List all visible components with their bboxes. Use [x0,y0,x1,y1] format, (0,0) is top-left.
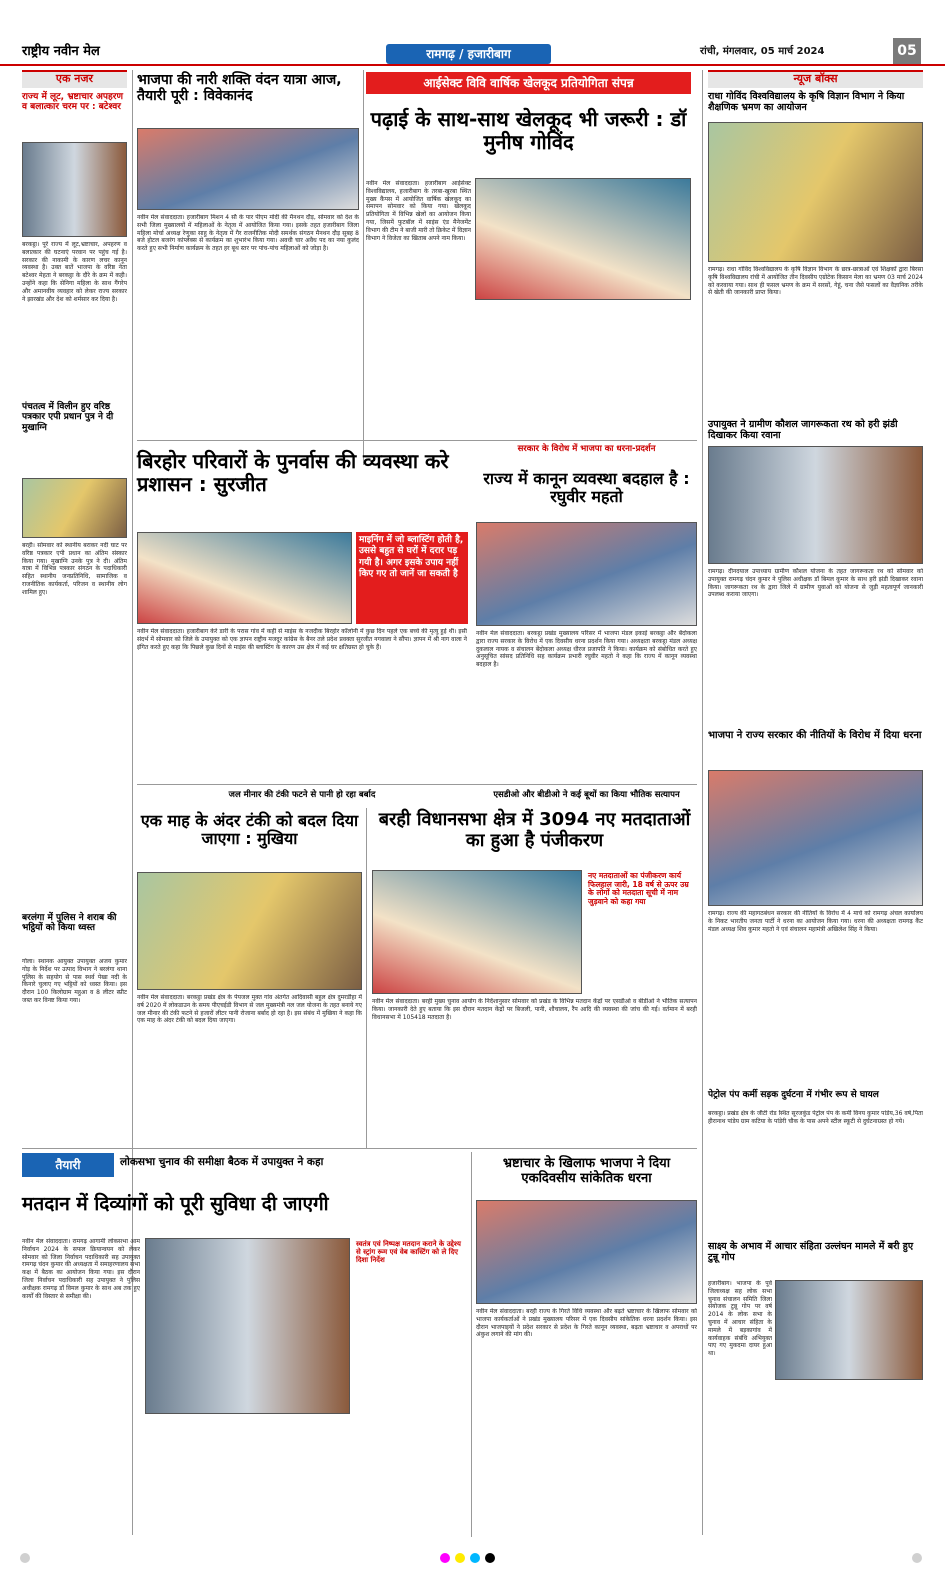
brief-headline: बरलंगा में पुलिस ने शराब की भट्ठियों को किया ध्वस्त [22,913,117,934]
story-body: नवीन मेल संवाददाता। हजारीबाग आईसेक्ट विश्वविद्यालय, हजारीबाग के तरबा-खुरबा स्थित मुख्य कैंपस में आयोजित वार्षिक खेलकूद का समापन सोमवार को किया गया। खेलकूद प्रतियोगिता में विभिन्न खेलों का आयोजन किया गया, जिसमें फुटबॉल में साइंस एंड मैनेजमेंट विभाग की टीम ने बाजी मारी तो क्रिकेट में विज्ञान विभाग ने विजेता का खिताब अपने नाम किया। [366,180,471,242]
newspaper-title: राष्ट्रीय नवीन मेल [22,44,100,59]
story-body: नवीन मेल संवाददाता। बरकट्ठा प्रखंड मुख्यालय परिसर में भाजपा मंडल इकाई बरकट्ठा और बेंदोकला द्वारा राज्य सरकार के विरोध में एक दिवसीय धरना प्रदर्शन किया गया। अध्यक्षता बरकट्ठा मंडल अध्यक्ष दुकलाल नायक व संचालन बेंदोकला अध्यक्ष धीरज प्रजापति ने किया। कार्यक्रम को संबोधित करते हुए अनुसूचित सांसद प्रतिनिधि सह कार्यक्रम प्रभारी रघुवीर महतो ने कहा कि राज्य में कानून व्यवस्था बदहाल है। [476,630,697,669]
story-kicker: जल मीनार की टंकी फटने से पानी हो रहा बर्बाद [228,790,376,800]
protest-photo [476,522,697,626]
issue-date: रांची, मंगलवार, 05 मार्च 2024 [700,46,825,57]
story-headline: बिरहोर परिवारों के पुनर्वास की व्यवस्था करे प्रशासन : सुरजीत [137,449,449,496]
news-box-body: रामगढ़। राधा गोविंद विश्वविद्यालय के कृषि विज्ञान विभाग के छात्र-छात्राओं एवं शिक्षकों द्वारा बिरसा कृषि विश्वविद्यालय रांची में आयोजित तीन दिवसीय एग्रोटेक किसान मेला का भ्रमण 03 मार्च 2024 को करवाया गया। साथ ही फसल भ्रमण के क्रम में सरसों, गेहूं, चना जैसे फसलों का वैज्ञानिक तरीके से खेती की जानकारी प्राप्त किया। [708,266,923,297]
pull-quote: माइनिंग में जो ब्लास्टिंग होती है, उससे बहुत से घरों में दरार पड़ गयी है। अगर इसके उपाय नहीं किए गए तो जानें जा सकती है [356,532,468,624]
meeting-photo [145,1238,350,1414]
news-box-body: बरकट्ठा। प्रखंड क्षेत्र के जीटी रोड स्थित सूरजकुंड पेट्रोल पंप के कर्मी विनय कुमार पांडेय,36 वर्ष,पिता हीरानाथ पांडेय ग्राम कटिया के पांडेरी चौक के पास अपने स्टील स्कूटी से दुर्घटनाग्रस्त हो गये। [708,1110,923,1125]
story-kicker: सरकार के विरोध में भाजपा का धरना-प्रदर्शन [517,444,656,454]
polling-booth-photo [372,870,582,994]
story-kicker: एसडीओ और बीडीओ ने कई बूथों का किया भौतिक सत्यापन [493,790,680,800]
section-rule [137,440,697,441]
sports-photo [475,178,691,300]
news-box-body: रामगढ़। राज्य की महागठबंधन सरकार की नीतियों के विरोध में 4 मार्च को रामगढ़ अंचल कार्यालय के निकट भारतीय जनता पार्टी ने धरना का आयोजन किया गया। धरना की अध्यक्षता रामगढ़ कैंट मंडल अध्यक्ष शिव कुमार महतो ने एवं संचालन महामंत्री अखिलेश सिंह ने किया। [708,910,923,933]
brief-headline: पंचतत्व में विलीन हुए वरिष्ठ पत्रकार एपी प्रधान पुत्र ने दी मुखाग्नि [22,402,114,433]
story-headline: भ्रष्टाचार के खिलाफ भाजपा ने दिया एकदिवसीय सांकेतिक धरना [502,1156,671,1186]
cremation-photo [22,478,127,538]
registration-dot [485,1553,495,1563]
column-rule [702,70,703,1535]
brief-body: गोला। स्थानक आयुक्त उपायुक्त अजय कुमार गोड़ के निर्देश पर उत्पाद विभाग ने बरलंगा थाना पुलिस के सहयोग से पास स्थर्व पेखा नदी के किनारे चुलाए गए भट्ठियों को ध्वस्त किया। इस दौरान 100 किलोग्राम महुआ व 8 लीटर स्प्रीट जब्त कर विनष्ट किया गया। [22,958,127,1004]
story-body: नवीन मेल संवाददाता। हजारीबाग मिशन 4 सौ के पार पीएम मोदी की मैनथन दौड़, सोमवार को देश के सभी जिला मुख्यालयों में महिलाओं के नेतृत्व में आयोजित किया गया। इसके तहत हजारीबाग जिला महिला मोर्चा अध्यक्ष रेणुका साहु के नेतृत्व में गैर राजनीतिक मोदी समर्थक संगठन मैनथन दौड़ सुबह 8 बजे होटल बजरंग कांप्लेक्स से कार्यक्रम का शुभारंभ किया गया। अवधी चार अवैध पद का नया कुलंद करते हुए सभी निर्माण कार्यक्रम के तहत हर बूथ स्तर पर पांच-पांच महिलाओं को जोड़ा है। [137,214,359,253]
story-body: नवीन मेल संवाददाता। रामगढ़ आगामी लोकसभा आम निर्वाचन 2024 के सफल क्रियान्वयन को लेकर सोमवार को जिला निर्वाचन पदाधिकारी सह उपायुक्त रामगढ़ चंदन कुमार की अध्यक्षता में समाहरणालय सभा कक्ष में बैठक का आयोजन किया गया। इस दौरान जिला निर्वाचन पदाधिकारी सह उपायुक्त ने पुलिस अधीक्षक रामगढ़ डॉ विमल कुमार के साथ अब तक हुए कार्यों की विस्तार से समीक्षा की। [22,1238,140,1300]
registration-dot [912,1553,922,1563]
brief-headline: राज्य में लूट, भ्रष्टाचार अपहरण व बलात्कार चरम पर : बटेश्वर [22,92,123,113]
story-headline: पढ़ाई के साथ-साथ खेलकूद भी जरूरी : डॉ मुनीष गोविंद [370,107,687,154]
registration-dot [455,1553,465,1563]
news-box-body: रामगढ़। दीनदयाल उपाध्याय ग्रामीण कौशल योजना के तहत जागरूकता रथ को सोमवार को उपायुक्त रामगढ़ चंदन कुमार ने पुलिस अधीक्षक डॉ बिमल कुमार के साथ हरी झंडी दिखाकर रवाना किया। जागरूकता रथ के द्वारा जिले में ग्रामीण युवाओं को योजना से जुड़ी महत्वपूर्ण जानकारी उपलब्ध कराया जाएगा। [708,568,923,599]
story-headline: बरही विधानसभा क्षेत्र में 3094 नए मतदाताओं का हुआ है पंजीकरण [378,809,691,851]
news-box-headline: राधा गोविंद विश्वविद्यालय के कृषि विज्ञान विभाग ने किया शैक्षणिक भ्रमण का आयोजन [708,91,905,113]
section-tag: तैयारी [22,1153,114,1177]
dharna-photo [708,770,923,906]
brief-body: बरकट्ठा। पूरे राज्य में लूट,भ्रष्टाचार, अपहरण व बलात्कार की घटनाएं परवान पर पहुंच गई है। सरकार की नाकामी के कारण लचर कानून व्यवस्था है। उक्त बातें भाजपा के वरिष्ठ नेता बटेश्वर मेहता ने बरकट्ठा के दौरे के क्रम में कही। उन्होंने कहा कि सेनिगा महिला के साथ गैंगरेप और अमानवीय व्यवहार को लेकर राज्य सरकार ने झारखंड और देश को शर्मसार कर दिया है। [22,241,127,303]
story-body: नवीन मेल संवाददाता। बरकट्ठा प्रखंड क्षेत्र के पेयजल मुक्त गांव अंतर्गत आदिवासी बहुल क्षेत्र दुमरडीहा में वर्ष 2020 में लोकडाउन के समय पीएचईडी विभाग से जल मुख्यमंत्री नल जल योजना के तहत बनाये गए जल मीनार की टंकी फटने से हजारों लीटर पानी रोजाना बर्बाद हो रहा है। इस संबंध में मुखिया ने कहा कि एक माह के अंदर टंकी को बदल दिया जाएगा। [137,994,362,1025]
story-headline: मतदान में दिव्यांगों को पूरी सुविधा दी जाएगी [22,1193,329,1215]
section-rule [137,784,697,785]
brief-body: बरही। सोमवार को स्थानीय बराकर नदी घाट पर वरिष्ठ पत्रकार एपी प्रधान का अंतिम संस्कार किया गया। मुखाग्नि उनके पुत्र ने दी। अंतिम यात्रा में विभिन्न पत्रकार संगठन के पदाधिकारी सहित स्थानीय जनप्रतिनिधि, सामाजिक व राजनीतिक कार्यकर्ता, परिजन व स्थानीय लोग शामिल हुए। [22,542,127,596]
news-box-headline: साक्ष्य के अभाव में आचार संहिता उल्लंघन मामले में बरी हुए टुन्नू गोप [708,1241,914,1263]
news-box-body-cont [708,1384,923,1534]
section-rule [22,1148,697,1149]
story-body-cont [475,304,691,434]
print-registration-bar [0,1545,945,1573]
section-label: रामगढ़ / हजारीबाग [386,44,551,64]
column-rule [366,808,367,1148]
story-body: नवीन मेल संवाददाता। बरही राज्य के गिरते विधि व्यवस्था और बढ़ते भ्रष्टाचार के खिलाफ सोमवार को भाजपा कार्यकर्ताओं ने प्रखंड मुख्यालय परिसर में एक दिवसीय सांकेतिक धरना प्रदर्शन किया। इस दौरान भाजपाइयों ने प्रदेश सरकार से प्रदेश के गिरते कानून व्यवस्था, बढ़ता भ्रष्टाचार व अपराधों पर अंकुश लगाने की मांग की। [476,1308,697,1339]
story-body-cont [356,1300,467,1536]
water-tank-photo [137,872,362,990]
bjp-dharna-photo [476,1200,697,1304]
news-box-kicker: न्यूज बॉक्स [708,70,923,88]
court-photo [775,1280,923,1380]
registration-dot [20,1553,30,1563]
story-sidebar: नए मतदाताओं का पंजीकरण कार्य फिलहाल जारी, 18 वर्ष से ऊपर उम्र के लोगों को मतदाता सूची में नाम जुड़वाने को कहा गया [588,871,689,906]
registration-dot [470,1553,480,1563]
section-kicker: एक नजर [22,70,127,88]
news-box-body: हजारीबाग। भाजपा के पूर्व जिलाध्यक्ष सह लोक सभा चुनाव संचालन समिति जिला संयोजक टुन्नू गोप पर वर्ष 2014 के लोक सभा के चुनाव में आचार संहिता के मामले में बड़कागांव में कार्यवाहक संबंधि अभियुक्त पाए गए मुकदमा दायर हुआ था। [708,1280,772,1358]
portrait-photo [22,142,127,237]
news-box-headline: उपायुक्त ने ग्रामीण कौशल जागरूकता रथ को हरी झंडी दिखाकर किया रवाना [708,419,898,441]
pull-quote: स्वतंत्र एवं निष्पक्ष मतदान कराने के उद्देश्य से स्ट्रांग रूम एवं वेब कास्टिंग को ले दिए दिशा निर्देश [356,1240,461,1265]
story-body: नवीन मेल संवाददाता। बरही मुख्य चुनाव आयोग के निर्देशानुसार सोमवार को प्रखंड के विभिन्न मतदान केंद्रों पर एसडीओ व बीडीओ ने भौतिक सत्यापन किया। जानकारी देते हुए बताया कि इस दौरान मतदान केंद्रों पर बिजली, पानी, शौचालय, रैंप आदि की व्यवस्था की जांच की गई। वर्तमान में बरही विधानसभा में 105418 मतदाता है। [372,998,697,1021]
story-headline: राज्य में कानून व्यवस्था बदहाल है : रघुवीर महतो [483,469,690,507]
awareness-chariot-photo [708,446,923,564]
page-number: 05 [893,38,921,64]
memorandum-photo [137,532,352,624]
news-box-headline: पेट्रोल पंप कर्मी सड़क दुर्घटना में गंभीर रूप से घायल [708,1090,879,1100]
story-headline: एक माह के अंदर टंकी को बदल दिया जाएगा : मुखिया [140,811,359,849]
university-photo [708,122,923,262]
news-box-headline: भाजपा ने राज्य सरकार की नीतियों के विरोध में दिया धरना [708,730,922,741]
registration-dot [440,1553,450,1563]
column-rule [363,70,364,465]
story-band: आईसेक्ट विवि वार्षिक खेलकूद प्रतियोगिता संपन्न [366,72,691,94]
story-body-cont [145,1418,350,1536]
story-body: नवीन मेल संवाददाता। हजारीबाग केरे डारी के परास गांव में कहीं से माइंस के नजदीक बिरहोर कॉलोनी में कुछ दिन पहले एक बच्चे की मृत्यु हुई थी। इसी संदर्भ में सोमवार को जिले के उपायुक्त को एक ज्ञापन राष्ट्रीय मजदूर कांग्रेस के बैनर तले प्रदेश प्रवक्ता सुरजीत नगवाला ने सौंपा। ज्ञापन में श्री नाग वाला ने इंगित करते हुए कहा कि पिछले कुछ दिनों से माइंस की ब्लास्टिंग के कारण उस क्षेत्र में कई घर क्षतिग्रस्त हो चुके हैं। [137,628,467,651]
story-kicker: लोकसभा चुनाव की समीक्षा बैठक में उपायुक्त ने कहा [120,1156,324,1168]
rally-photo [137,128,359,210]
column-rule [471,1152,472,1537]
story-headline: भाजपा की नारी शक्ति वंदन यात्रा आज, तैयारी पूरी : विवेकानंद [137,72,342,105]
